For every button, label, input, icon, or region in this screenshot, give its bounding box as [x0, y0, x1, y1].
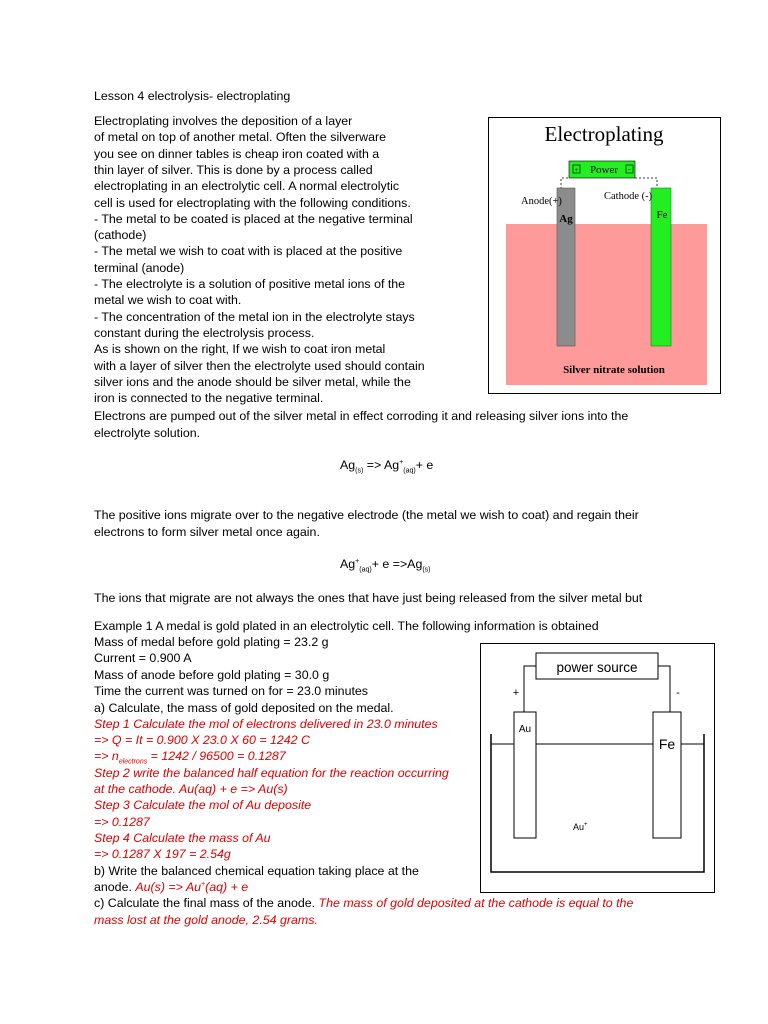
intro-line: constant during the electrolysis process.: [94, 325, 315, 340]
example-fact: a) Calculate, the mass of gold deposited on the medal.: [94, 700, 394, 715]
page-title: Lesson 4 electrolysis- electroplating: [94, 89, 291, 103]
question-b: b) Write the balanced chemical equation taking place at the: [94, 864, 419, 878]
intro-line: - The metal to be coated is placed at the negative terminal: [94, 211, 413, 226]
step-2: Step 2 write the balanced half equation for the reaction occurring: [94, 766, 449, 780]
step-1: Step 1 Calculate the mol of electrons delivered in 23.0 minutes: [94, 717, 438, 731]
iron-cathode-2: [653, 712, 681, 838]
step-2-cont: at the cathode. Au(aq) + e => Au(s): [94, 782, 288, 796]
intro-line: - The metal we wish to coat with is placed at the positive: [94, 244, 403, 259]
intro-line: cell is used for electroplating with the following conditions.: [94, 195, 411, 210]
electroplating-diagram: [488, 117, 721, 394]
diagram-title: Electroplating: [544, 122, 664, 146]
example-heading: Example 1 A medal is gold plated in an electrolytic cell. The following information is obtained: [94, 619, 599, 633]
anode-label: Anode(+): [521, 196, 562, 207]
power-label: Power: [589, 164, 619, 176]
intro-line: Electroplating involves the deposition of a layer: [94, 114, 353, 128]
cathode-wire-2: [658, 666, 670, 712]
plus-terminal-label: +: [512, 687, 520, 699]
intro-line: As is shown on the right, If we wish to coat iron metal: [94, 342, 386, 357]
intro-line: terminal (anode): [94, 260, 185, 275]
cathode-metal-label: Fe: [656, 209, 668, 221]
cathode-label: Cathode (-): [604, 191, 653, 202]
step-3-value: => 0.1287: [94, 815, 150, 829]
oxidation-equation: $Ag_{(s)} => Ag^+_{(aq)}+ e$: [340, 458, 434, 475]
intro-line: metal we wish to coat with.: [94, 293, 242, 308]
intro-line: (cathode): [94, 228, 147, 243]
example-fact: Mass of medal before gold plating = 23.2 g: [94, 635, 329, 649]
ions-line: The ions that migrate are not always the ones that have just being released from the silver metal but: [94, 591, 643, 605]
charge-calc: => Q = It = 0.900 X 23.0 X 60 = 1242 C: [94, 733, 310, 747]
gold-anode-label: Au: [518, 724, 532, 735]
reduction-equation: $Ag^+_{(aq)}+ e =>Ag_{(s)}$: [340, 557, 431, 574]
answer-b: anode. Au(s) => Au+(aq) + e: [94, 880, 249, 894]
electrons-line-2: electrolyte solution.: [94, 426, 201, 440]
gold-ion-label: Au+: [573, 822, 588, 832]
intro-line: thin layer of silver. This is done by a process called: [94, 162, 373, 177]
step-4: Step 4 Calculate the mass of Au: [94, 831, 271, 845]
cathode-wire: [635, 178, 657, 188]
iron-cathode-label: Fe: [658, 736, 676, 752]
intro-line: of metal on top of another metal. Often the silverware: [94, 130, 387, 145]
migrate-line-1: The positive ions migrate over to the negative electrode (the metal we wish to coat) and regain their: [94, 508, 639, 522]
step-3: Step 3 Calculate the mol of Au deposite: [94, 798, 312, 812]
silver-anode: [557, 188, 575, 346]
intro-line: - The electrolyte is a solution of positive metal ions of the: [94, 277, 406, 291]
example-fact: Mass of anode before gold plating = 30.0 g: [94, 667, 330, 682]
intro-line: with a layer of silver then the electrolyte used should contain: [94, 358, 425, 373]
solution-label: Silver nitrate solution: [563, 364, 665, 376]
electrons-line-1: Electrons are pumped out of the silver metal in effect corroding it and releasing silver ions into the: [94, 409, 629, 423]
electroplating-svg: [489, 118, 720, 393]
gold-plating-svg: [481, 644, 714, 892]
minus-terminal-label: -: [676, 687, 680, 699]
example-fact: Current = 0.900 A: [94, 651, 192, 666]
intro-line: electroplating in an electrolytic cell. A normal electrolytic: [94, 179, 400, 194]
anode-metal-label: Ag: [559, 213, 573, 225]
silver-nitrate-solution: [506, 224, 707, 385]
question-c: c) Calculate the final mass of the anode. The mass of gold deposited at the cathode is equal to the: [94, 896, 634, 910]
gold-plating-diagram: [480, 643, 715, 893]
anode-wire-2: [524, 666, 536, 712]
answer-c-cont: mass lost at the gold anode, 2.54 grams.: [94, 913, 318, 927]
intro-line: you see on dinner tables is cheap iron coated with a: [94, 146, 380, 161]
anode-wire: [561, 178, 568, 188]
migrate-line-2: electrons to form silver metal once again.: [94, 525, 320, 539]
power-source-label: power source: [556, 660, 638, 675]
intro-line: iron is connected to the negative terminal.: [94, 391, 324, 406]
example-fact: Time the current was turned on for = 23.0 minutes: [94, 684, 368, 699]
power-minus-sign: −: [627, 166, 632, 174]
power-plus-sign: +: [574, 166, 579, 174]
intro-line: - The concentration of the metal ion in the electrolyte stays: [94, 309, 415, 324]
intro-line: silver ions and the anode should be silver metal, while the: [94, 374, 411, 389]
mol-electrons-calc: => $n_{electrons} = 1242 / 96500 = 0.1287$: [94, 749, 286, 766]
step-4-value: => 0.1287 X 197 = 2.54g: [94, 847, 231, 861]
